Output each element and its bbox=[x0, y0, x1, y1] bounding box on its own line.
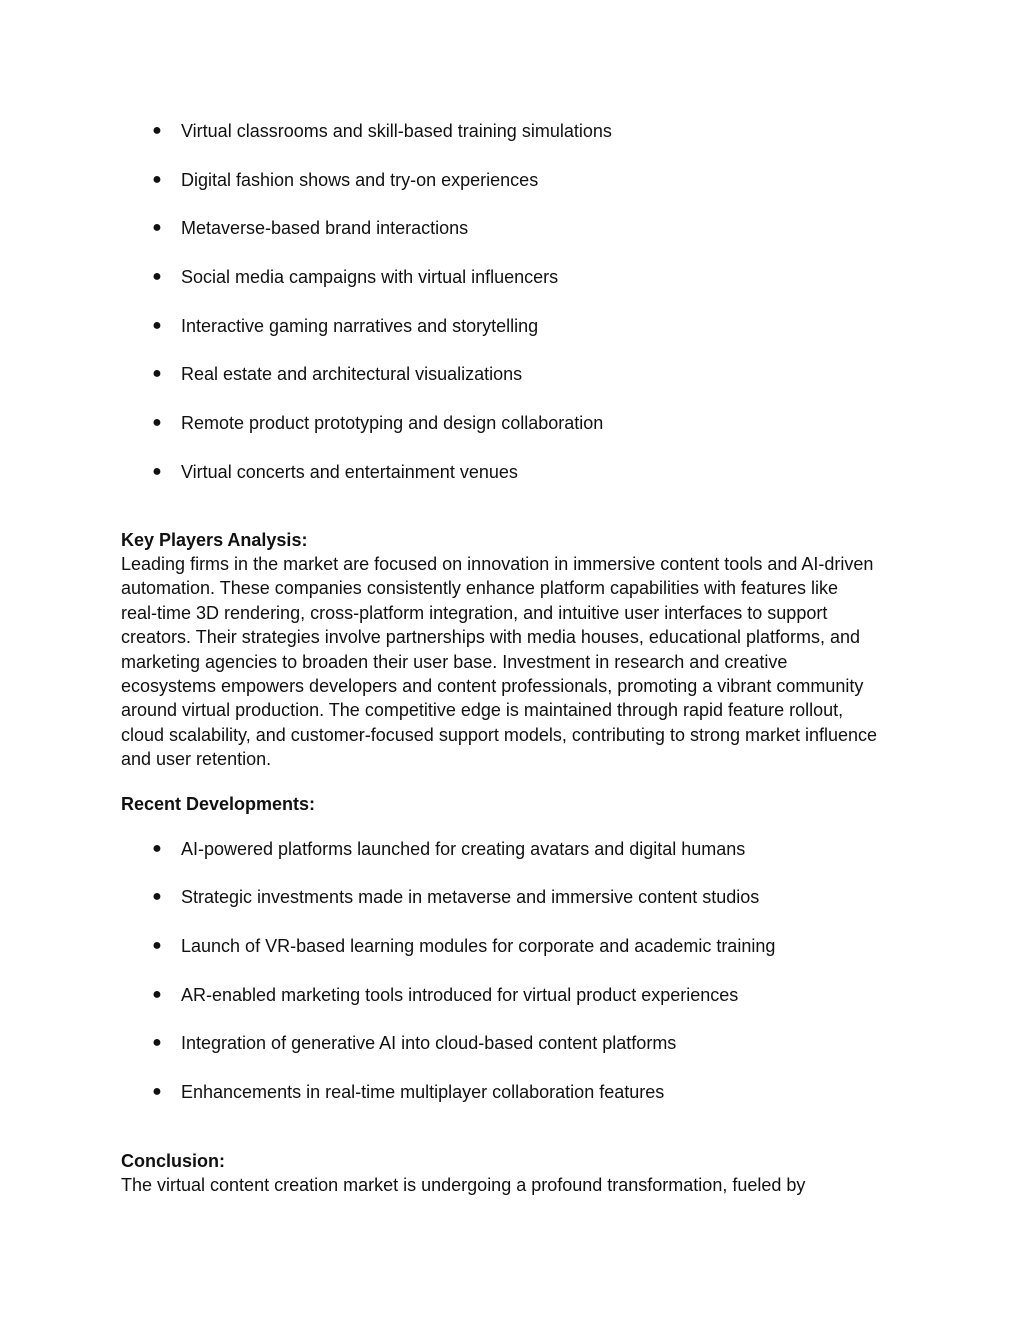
bullet-icon: ● bbox=[152, 122, 162, 139]
paragraph-line: automation. These companies consistently enhance platform capabilities with features like bbox=[121, 578, 839, 599]
bullet-icon: ● bbox=[152, 840, 162, 857]
list-item-text: Remote product prototyping and design collaboration bbox=[181, 413, 604, 433]
list-item-text: Digital fashion shows and try-on experiences bbox=[181, 170, 539, 190]
paragraph-line: and user retention. bbox=[121, 749, 272, 770]
list-item-text: AR-enabled marketing tools introduced for virtual product experiences bbox=[181, 985, 739, 1005]
list-item-text: Strategic investments made in metaverse and immersive content studios bbox=[181, 887, 760, 907]
bullet-icon: ● bbox=[152, 1083, 162, 1100]
paragraph-line: cloud scalability, and customer-focused support models, contributing to strong market influence bbox=[121, 724, 878, 745]
list-item-text: Launch of VR-based learning modules for corporate and academic training bbox=[181, 936, 776, 956]
bullet-icon: ● bbox=[152, 219, 162, 236]
paragraph-line: real-time 3D rendering, cross-platform integration, and intuitive user interfaces to support bbox=[121, 602, 828, 623]
bullet-icon: ● bbox=[152, 986, 162, 1003]
list-item-text: AI-powered platforms launched for creating avatars and digital humans bbox=[181, 839, 746, 859]
bullet-icon: ● bbox=[152, 463, 162, 480]
bullet-icon: ● bbox=[152, 365, 162, 382]
bullet-icon: ● bbox=[152, 888, 162, 905]
list-item-text: Interactive gaming narratives and storytelling bbox=[181, 316, 539, 336]
key-players-paragraph bbox=[121, 552, 911, 772]
list-item-text: Virtual classrooms and skill-based training simulations bbox=[181, 121, 612, 141]
bullet-icon: ● bbox=[152, 268, 162, 285]
paragraph-line: Leading firms in the market are focused on innovation in immersive content tools and AI-driven bbox=[121, 554, 874, 574]
paragraph-line: The virtual content creation market is undergoing a profound transformation, fueled by bbox=[121, 1175, 806, 1195]
list-item-text: Enhancements in real-time multiplayer collaboration features bbox=[181, 1082, 665, 1102]
paragraph-line: around virtual production. The competitive edge is maintained through rapid feature rollout, bbox=[121, 700, 844, 721]
bullet-icon: ● bbox=[152, 171, 162, 188]
recent-developments-heading: Recent Developments: bbox=[121, 794, 316, 814]
list-item-text: Integration of generative AI into cloud-based content platforms bbox=[181, 1033, 677, 1053]
list-item-text: Metaverse-based brand interactions bbox=[181, 218, 469, 238]
bullet-icon: ● bbox=[152, 1034, 162, 1051]
key-players-heading: Key Players Analysis: bbox=[121, 530, 308, 550]
paragraph-line: ecosystems empowers developers and content professionals, promoting a vibrant community bbox=[121, 676, 864, 697]
bullet-icon: ● bbox=[152, 937, 162, 954]
paragraph-line: marketing agencies to broaden their user base. Investment in research and creative bbox=[121, 651, 788, 672]
list-item-text: Virtual concerts and entertainment venues bbox=[181, 462, 518, 482]
conclusion-heading: Conclusion: bbox=[121, 1151, 225, 1171]
list-item-text: Social media campaigns with virtual influencers bbox=[181, 267, 559, 287]
bullet-icon: ● bbox=[152, 317, 162, 334]
list-item-text: Real estate and architectural visualizations bbox=[181, 364, 523, 384]
bullet-icon: ● bbox=[152, 414, 162, 431]
paragraph-line: creators. Their strategies involve partnerships with media houses, educational platforms, and bbox=[121, 627, 861, 648]
conclusion-paragraph bbox=[121, 1173, 911, 1197]
